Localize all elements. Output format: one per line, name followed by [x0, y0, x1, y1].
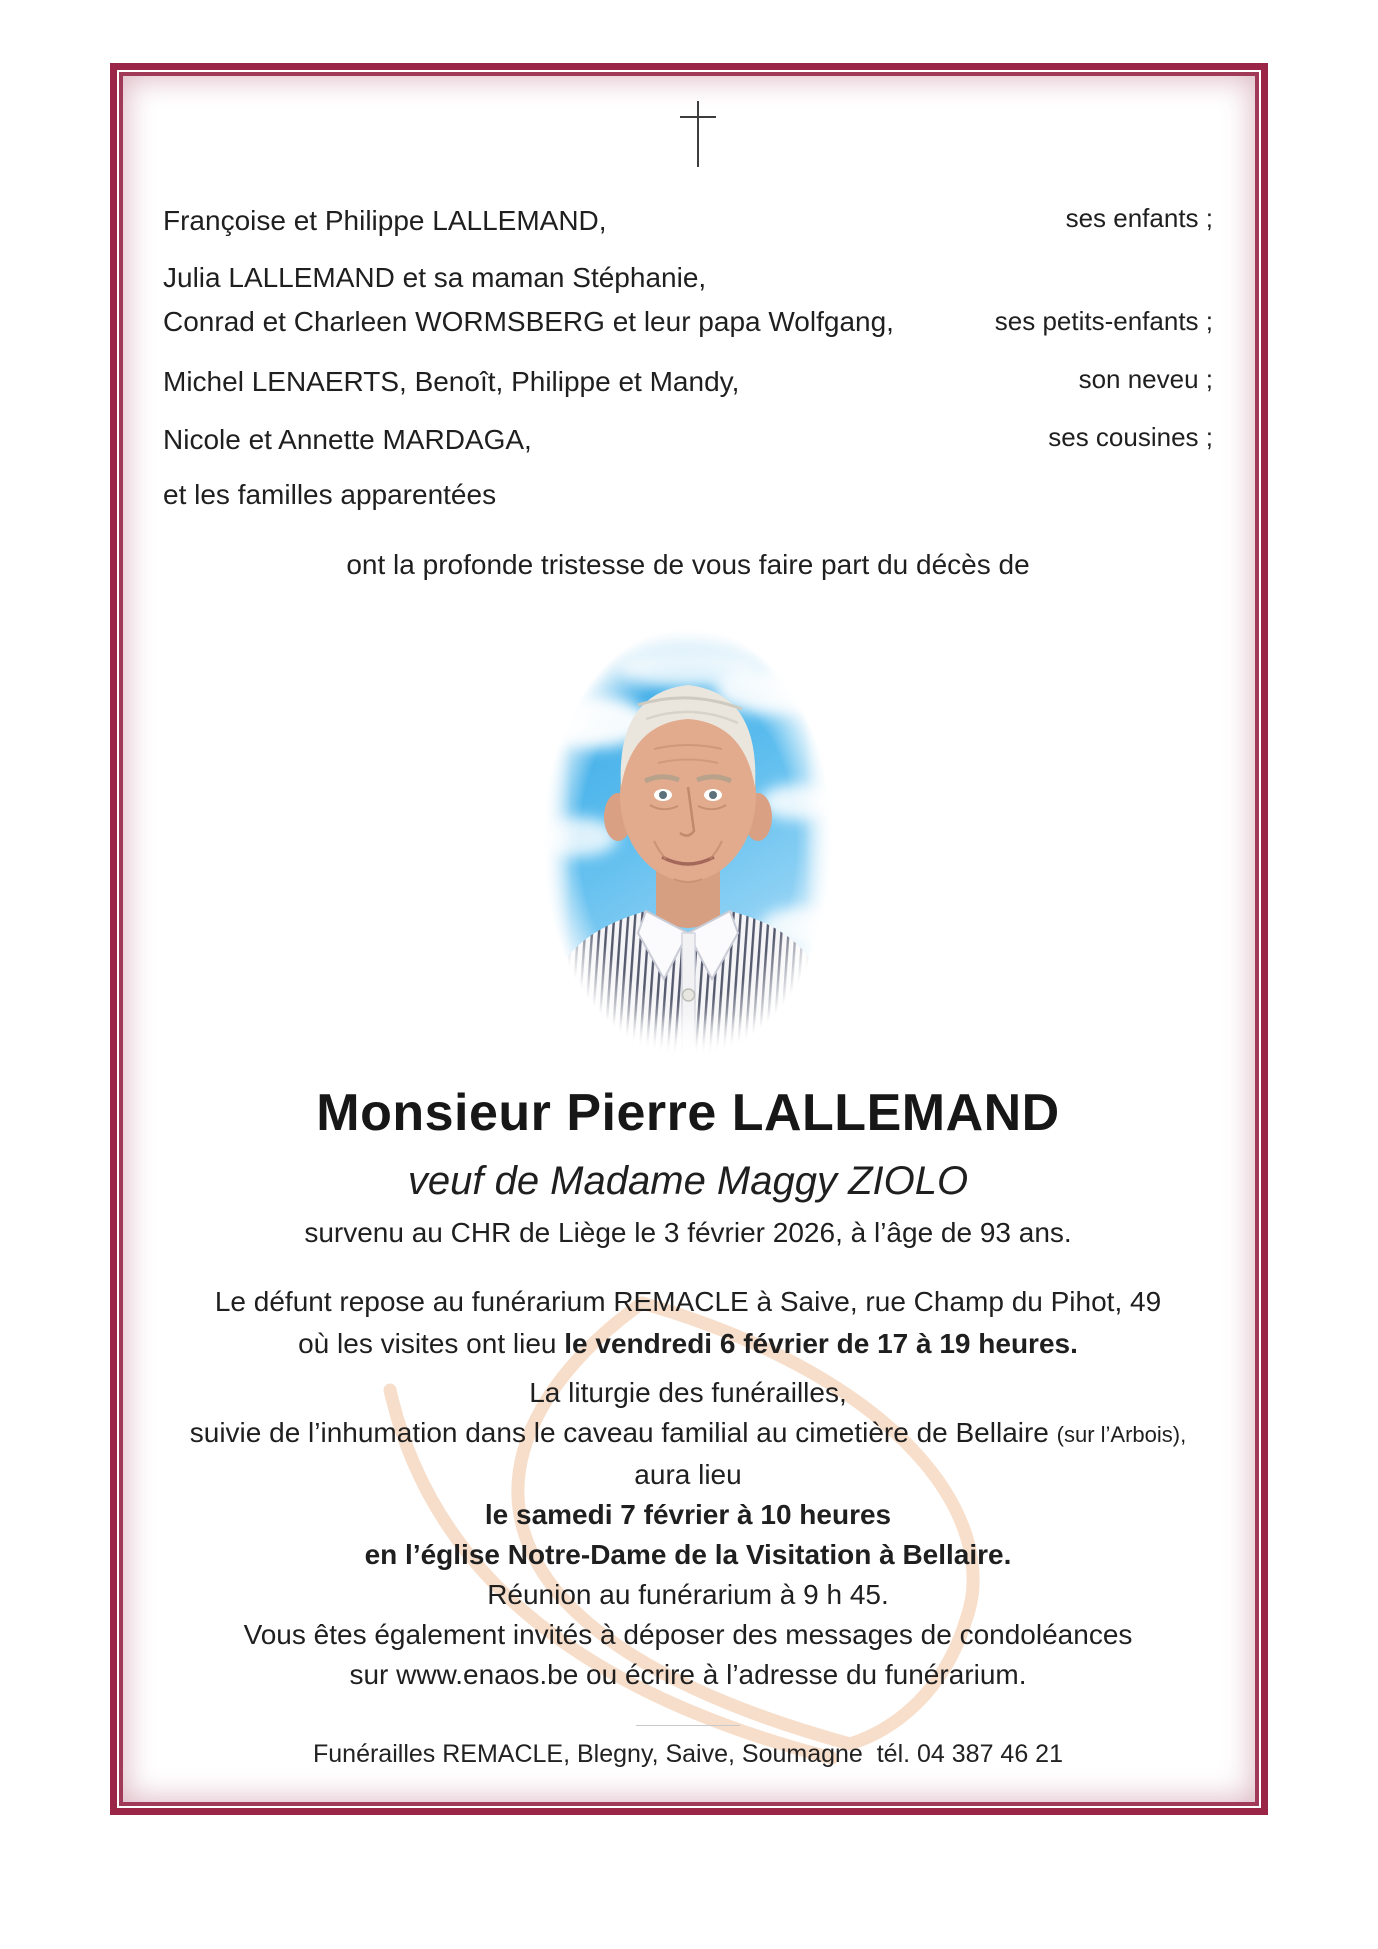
visitation-paragraph — [163, 1281, 1213, 1365]
funeral-meeting-line: Réunion au funérarium à 9 h 45. — [487, 1579, 889, 1610]
ear-right — [744, 793, 772, 841]
visitation-line2-bold: le vendredi 6 février de 17 à 19 heures. — [564, 1328, 1078, 1359]
visitation-line2 — [163, 1323, 1213, 1365]
relatives-list — [163, 198, 1213, 515]
funeral-line1: La liturgie des funérailles, — [529, 1377, 847, 1408]
relative-row — [163, 359, 1213, 402]
relative-row — [163, 417, 1213, 460]
forehead-wrinkle — [654, 745, 722, 749]
relative-names — [163, 256, 894, 344]
death-details-line: survenu au CHR de Liège le 3 février 2026, à l’âge de 93 ans. — [304, 1217, 1072, 1248]
relative-relation: ses cousines ; — [1048, 422, 1213, 452]
relative-names-line: Conrad et Charleen WORMSBERG et leur papa Wolfgang, — [163, 306, 894, 337]
striped-shirt — [552, 911, 824, 1057]
collar-left — [638, 911, 688, 979]
widower-line: veuf de Madame Maggy ZIOLO — [407, 1159, 969, 1203]
sky-background — [542, 627, 834, 1057]
condolences-line2: sur www.enaos.be ou écrire à l’adresse du funérarium. — [349, 1659, 1027, 1690]
relative-relation: ses enfants ; — [1065, 203, 1213, 233]
footer-prefix: Funérailles — [313, 1740, 443, 1768]
neck — [656, 855, 720, 928]
hair — [621, 685, 756, 787]
funeral-church-line: en l’église Notre-Dame de la Visitation à Bellaire. — [364, 1539, 1012, 1570]
eye-bag-left — [650, 805, 678, 809]
forehead-wrinkle — [658, 760, 718, 764]
shirt-placket — [682, 933, 695, 1057]
footer-funeral-home-name: REMACLE — [442, 1740, 564, 1768]
relative-row — [163, 256, 1213, 344]
visitation-line1: Le défunt repose au funérarium REMACLE à Saive, rue Champ du Pihot, 49 — [214, 1286, 1162, 1317]
mouth — [662, 857, 714, 864]
hair-strand — [646, 712, 738, 723]
footer-suffix: , Blegny, Saive, Soumagne tél. 04 387 46 21 — [563, 1740, 1063, 1768]
iris-right — [709, 791, 717, 799]
eyebrow-left — [645, 777, 679, 781]
eye-left — [654, 789, 672, 801]
relative-names: Michel LENAERTS, Benoît, Philippe et Mandy, — [163, 366, 740, 397]
funeral-paragraph — [163, 1373, 1213, 1615]
funeral-line2-small-note: (sur l’Arbois), — [1056, 1422, 1187, 1447]
eye-bag-right — [698, 805, 726, 809]
relative-row — [163, 475, 1213, 515]
hair-strand — [638, 698, 742, 709]
funeral-line3: aura lieu — [634, 1459, 742, 1490]
nose — [680, 787, 694, 836]
relative-relation: ses petits-enfants ; — [994, 306, 1213, 336]
relative-names-line: Julia LALLEMAND et sa maman Stéphanie, — [163, 262, 707, 293]
iris-left — [659, 791, 667, 799]
announcement-sentence: ont la profonde tristesse de vous faire part du décès de — [346, 549, 1030, 580]
condolences-line1: Vous êtes également invités à déposer des messages de condoléances — [243, 1619, 1133, 1650]
shirt-button — [683, 989, 695, 1001]
funeral-line2 — [163, 1413, 1213, 1455]
relative-row — [163, 198, 1213, 241]
cross-icon — [678, 100, 718, 168]
eyebrow-right — [697, 777, 731, 781]
deceased-portrait-photo — [542, 627, 834, 1057]
funeral-line2-main: suivie de l’inhumation dans le caveau familial au cimetière de Bellaire — [189, 1417, 1057, 1448]
ear-left — [604, 793, 632, 841]
portrait-illustration — [542, 627, 834, 1057]
face — [620, 709, 756, 881]
funeral-home-footer — [163, 1739, 1213, 1769]
announcement-content — [117, 70, 1261, 1808]
relative-names: Françoise et Philippe LALLEMAND, — [163, 205, 607, 236]
footer-divider — [636, 1725, 740, 1726]
eye-right — [704, 789, 722, 801]
clouds — [542, 647, 834, 947]
smile-line-right — [710, 841, 722, 859]
deceased-name: Monsieur Pierre LALLEMAND — [316, 1084, 1060, 1142]
relative-relation: son neveu ; — [1078, 364, 1213, 394]
funeral-date-line: le samedi 7 février à 10 heures — [484, 1499, 892, 1530]
smile-line-left — [654, 841, 666, 859]
portrait-man — [552, 685, 824, 1057]
relative-names: et les familles apparentées — [163, 479, 497, 510]
collar-right — [688, 911, 738, 979]
condolences-paragraph — [163, 1615, 1213, 1695]
chin-line — [674, 879, 702, 882]
visitation-line2-prefix: où les visites ont lieu — [298, 1328, 565, 1359]
relative-names: Nicole et Annette MARDAGA, — [163, 424, 532, 455]
